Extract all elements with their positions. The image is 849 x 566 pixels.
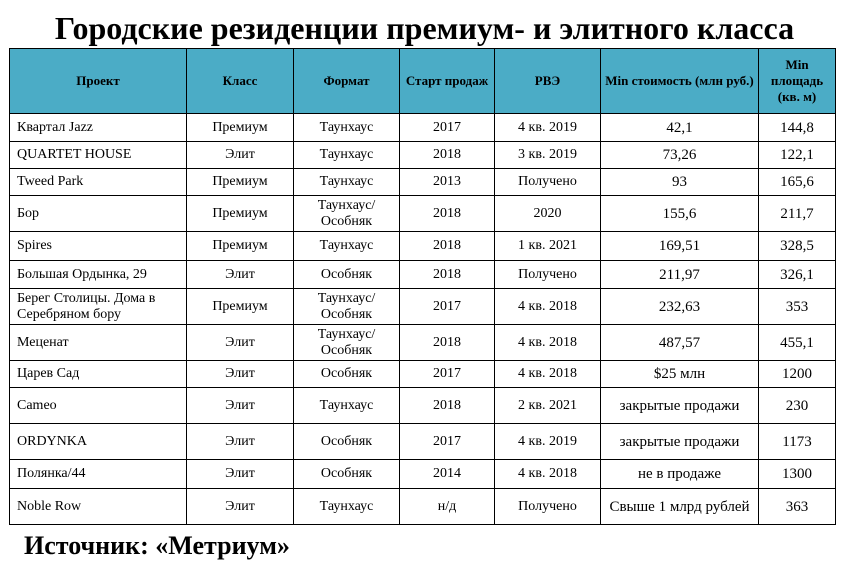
cell-min-price: закрытые продажи [601,388,759,424]
cell-format: Особняк [294,424,400,460]
source-note: Источник: «Метриум» [24,531,290,560]
cell-min-area: 122,1 [759,142,836,169]
cell-min-price: 211,97 [601,261,759,289]
cell-min-price: Свыше 1 млрд рублей [601,489,759,525]
cell-project: Полянка/44 [10,460,187,489]
cell-commissioning: Получено [495,489,601,525]
cell-commissioning: 4 кв. 2018 [495,289,601,325]
table-row [10,232,836,261]
cell-project: Spires [10,232,187,261]
cell-class: Элит [187,361,294,388]
cell-format: Таунхаус [294,388,400,424]
cell-commissioning: Получено [495,261,601,289]
cell-format: Таунхаус/ Особняк [294,196,400,232]
cell-project: QUARTET HOUSE [10,142,187,169]
cell-format: Особняк [294,460,400,489]
table-row [10,424,836,460]
cell-min-area: 1300 [759,460,836,489]
cell-class: Премиум [187,232,294,261]
cell-class: Элит [187,388,294,424]
cell-format: Таунхаус/ Особняк [294,325,400,361]
cell-class: Премиум [187,196,294,232]
cell-sales-start: 2013 [400,169,495,196]
cell-min-area: 211,7 [759,196,836,232]
table-row [10,142,836,169]
table-row [10,196,836,232]
cell-sales-start: 2017 [400,424,495,460]
cell-format: Таунхаус [294,489,400,525]
cell-project: Квартал Jazz [10,114,187,142]
cell-project: Большая Ордынка, 29 [10,261,187,289]
cell-project: Меценат [10,325,187,361]
cell-min-area: 363 [759,489,836,525]
cell-commissioning: 2 кв. 2021 [495,388,601,424]
table-body [10,114,836,525]
cell-commissioning: 1 кв. 2021 [495,232,601,261]
cell-project: Noble Row [10,489,187,525]
cell-min-area: 230 [759,388,836,424]
col-header-format: Формат [294,49,400,114]
cell-min-price: 73,26 [601,142,759,169]
cell-commissioning: 4 кв. 2019 [495,424,601,460]
cell-min-price: закрытые продажи [601,424,759,460]
cell-project: Царев Сад [10,361,187,388]
cell-project: Берег Столицы. Дома в Серебряном бору [10,289,187,325]
col-header-sales-start: Старт продаж [400,49,495,114]
cell-sales-start: 2014 [400,460,495,489]
cell-min-price: 42,1 [601,114,759,142]
cell-commissioning: Получено [495,169,601,196]
cell-min-price: 232,63 [601,289,759,325]
table-row [10,388,836,424]
cell-min-area: 328,5 [759,232,836,261]
cell-class: Элит [187,325,294,361]
cell-class: Элит [187,460,294,489]
cell-sales-start: 2018 [400,196,495,232]
col-header-project: Проект [10,49,187,114]
cell-class: Премиум [187,114,294,142]
cell-format: Особняк [294,261,400,289]
cell-sales-start: 2017 [400,114,495,142]
cell-format: Особняк [294,361,400,388]
cell-class: Элит [187,489,294,525]
table-row [10,460,836,489]
cell-format: Таунхаус [294,169,400,196]
cell-sales-start: 2017 [400,361,495,388]
cell-min-area: 326,1 [759,261,836,289]
cell-class: Элит [187,261,294,289]
cell-sales-start: 2018 [400,232,495,261]
cell-sales-start: 2018 [400,325,495,361]
cell-sales-start: 2018 [400,261,495,289]
cell-project: Tweed Park [10,169,187,196]
table-row [10,114,836,142]
cell-sales-start: 2018 [400,142,495,169]
page-title: Городские резиденции премиум- и элитного класса [54,10,795,46]
cell-min-price: 93 [601,169,759,196]
cell-min-area: 165,6 [759,169,836,196]
cell-sales-start: н/д [400,489,495,525]
table-row [10,325,836,361]
cell-commissioning: 4 кв. 2018 [495,460,601,489]
col-header-min-area: Min площадь (кв. м) [759,49,836,114]
cell-min-price: 155,6 [601,196,759,232]
residences-table [9,48,836,525]
cell-min-area: 1200 [759,361,836,388]
cell-class: Элит [187,424,294,460]
cell-min-area: 144,8 [759,114,836,142]
cell-format: Таунхаус [294,114,400,142]
table-row [10,489,836,525]
cell-commissioning: 3 кв. 2019 [495,142,601,169]
cell-class: Элит [187,142,294,169]
cell-project: Cameo [10,388,187,424]
cell-format: Таунхаус [294,232,400,261]
table-row [10,261,836,289]
col-header-min-price: Min стоимость (млн руб.) [601,49,759,114]
cell-class: Премиум [187,289,294,325]
cell-min-area: 1173 [759,424,836,460]
col-header-commissioning: РВЭ [495,49,601,114]
cell-min-area: 353 [759,289,836,325]
cell-class: Премиум [187,169,294,196]
cell-commissioning: 4 кв. 2018 [495,325,601,361]
cell-commissioning: 4 кв. 2019 [495,114,601,142]
table-header-row [10,49,836,114]
cell-commissioning: 2020 [495,196,601,232]
cell-project: ORDYNKA [10,424,187,460]
cell-commissioning: 4 кв. 2018 [495,361,601,388]
col-header-class: Класс [187,49,294,114]
cell-min-price: $25 млн [601,361,759,388]
table-row [10,289,836,325]
cell-sales-start: 2017 [400,289,495,325]
cell-min-price: 487,57 [601,325,759,361]
cell-project: Бор [10,196,187,232]
table-row [10,169,836,196]
table-row [10,361,836,388]
cell-min-price: не в продаже [601,460,759,489]
cell-min-price: 169,51 [601,232,759,261]
cell-format: Таунхаус/ Особняк [294,289,400,325]
cell-min-area: 455,1 [759,325,836,361]
cell-format: Таунхаус [294,142,400,169]
cell-sales-start: 2018 [400,388,495,424]
